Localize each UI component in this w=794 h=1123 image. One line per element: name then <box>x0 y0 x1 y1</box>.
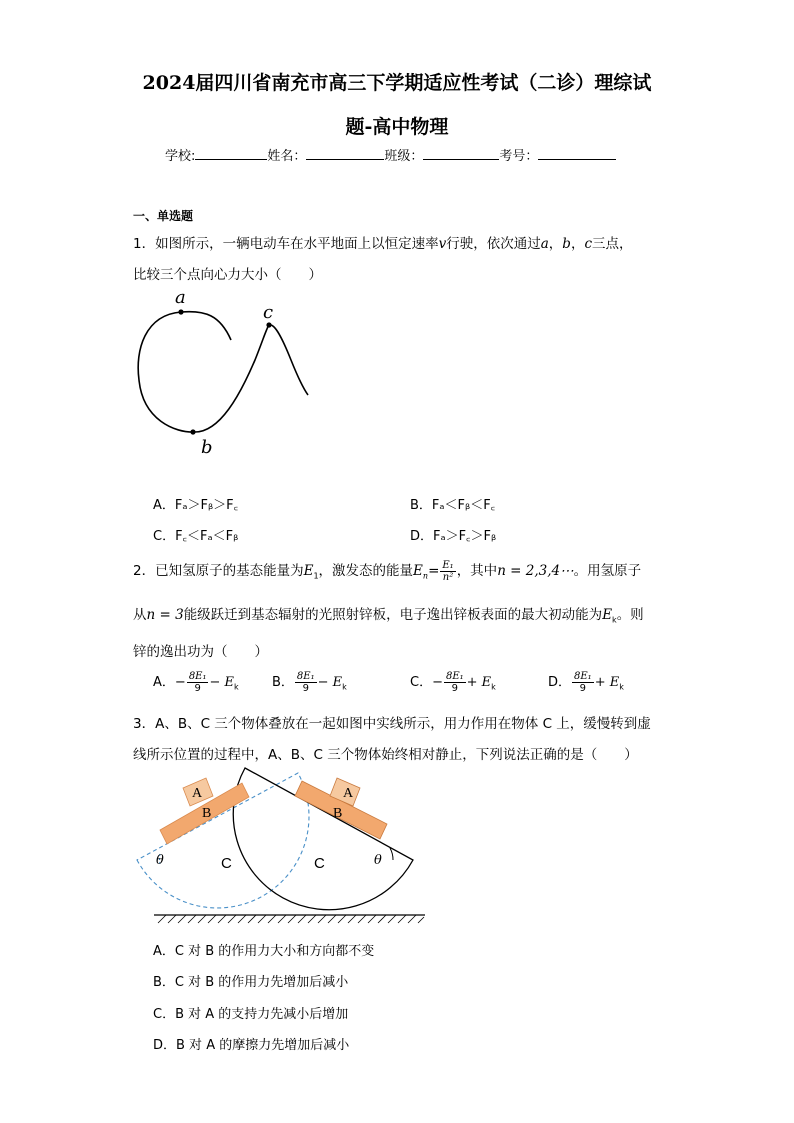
q3-option-a[interactable]: A．C 对 B 的作用力大小和方向都不变 <box>153 944 375 959</box>
q1-label-a: a <box>175 287 186 308</box>
q3-line-1: 3．A、B、C 三个物体叠放在一起如图中实线所示，用力作用在物体 C 上，缓慢转到虚 <box>133 716 651 732</box>
q1-point-b <box>190 429 195 434</box>
q2-line-1: 2．已知氢原子的基态能量为$E_1$，激发态的能量$E_n=$ $\frac{\text{E₁}}{\text{n²}}$ ，其中n = 2,3,4⋯。用氢原子 <box>133 559 642 583</box>
title-line-1: 2024届四川省南充市高三下学期适应性考试（二诊）理综试 <box>142 72 652 94</box>
q1-line-1: 1．如图所示，一辆电动车在水平地面上以恒定速率v行驶，依次通过a，b，c三点， <box>133 236 633 252</box>
q3-solid-label-b: B <box>333 806 343 821</box>
q3-label-c-right: C <box>314 855 325 872</box>
q1-point-a <box>178 309 183 314</box>
q1-label-c: c <box>263 302 274 323</box>
q2-option-b[interactable]: B． $\frac{\text{8E₁}}{9}$ − $E_k$ <box>272 671 347 694</box>
q3-dashed-label-b: B <box>202 806 212 821</box>
school-blank <box>195 145 267 160</box>
q3-theta-left: θ <box>156 853 164 868</box>
q3-dashed-label-a: A <box>192 786 203 801</box>
class-label: 班级： <box>384 149 424 164</box>
q3-option-b[interactable]: B．C 对 B 的作用力先增加后减小 <box>153 975 349 990</box>
q1-path-figure <box>125 285 325 460</box>
q3-line-2: 线所示位置的过程中，A、B、C 三个物体始终相对静止，下列说法正确的是（ ） <box>133 747 638 763</box>
q1-point-c <box>266 322 271 327</box>
q3-ground-hatch <box>158 915 424 923</box>
name-label: 姓名： <box>267 149 307 164</box>
q3-label-c-left: C <box>221 855 232 872</box>
q1-track-curve <box>138 312 308 432</box>
q3-theta-right: θ <box>374 853 382 868</box>
student-info <box>165 145 616 164</box>
q3-option-c[interactable]: C．B 对 A 的支持力先减小后增加 <box>153 1007 349 1022</box>
q1-option-d[interactable]: D．Fₐ＞F꜀＞Fᵦ <box>410 529 497 544</box>
q2-option-d[interactable]: D． $\frac{\text{8E₁}}{9}$ + $E_k$ <box>548 671 624 694</box>
class-blank <box>423 145 499 160</box>
q3-solid-label-a: A <box>343 786 354 801</box>
q3-solid-theta-arc <box>390 848 393 860</box>
number-blank <box>538 145 616 160</box>
q3-option-d[interactable]: D．B 对 A 的摩擦力先增加后减小 <box>153 1038 350 1053</box>
q2-line-3: 锌的逸出功为（ ） <box>133 644 268 660</box>
q1-option-c[interactable]: C．F꜀＜Fₐ＜Fᵦ <box>153 529 239 544</box>
q2-option-a[interactable]: A．− $\frac{\text{8E₁}}{9}$ − $E_k$ <box>153 671 239 694</box>
q1-option-a[interactable]: A．Fₐ＞Fᵦ＞F꜀ <box>153 498 239 513</box>
q2-line-2: 从n = 3能级跃迁到基态辐射的光照射锌板，电子逸出锌板表面的最大初动能为$E_k$。则 <box>133 607 644 625</box>
q1-label-b: b <box>201 437 213 458</box>
q3-dashed-body-c <box>137 773 309 908</box>
number-label: 考号： <box>499 149 539 164</box>
q2-option-c[interactable]: C．− $\frac{\text{8E₁}}{9}$ + $E_k$ <box>410 671 496 694</box>
name-blank <box>306 145 384 160</box>
q1-line-2: 比较三个点向心力大小（ ） <box>133 267 322 283</box>
school-label: 学校: <box>165 149 196 164</box>
q1-option-b[interactable]: B．Fₐ＜Fᵦ＜F꜀ <box>410 498 496 513</box>
section-heading: 一、单选题 <box>133 209 194 223</box>
q3-solid-body-c <box>233 768 413 910</box>
title-line-2: 题-高中物理 <box>345 116 449 138</box>
q3-blocks-figure <box>130 768 430 928</box>
